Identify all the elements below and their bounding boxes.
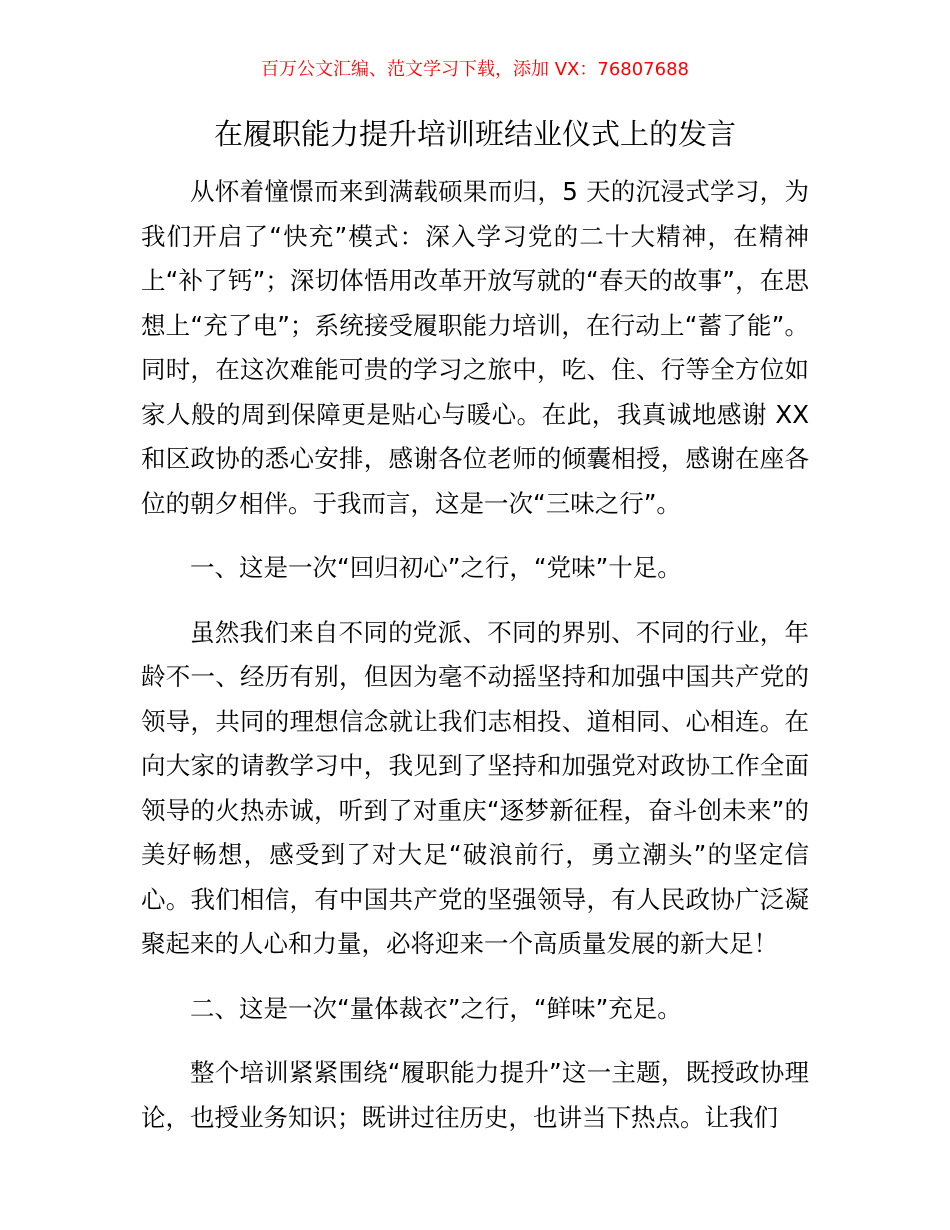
watermark-banner: 百万公文汇编、范文学习下载，添加 VX：76807688: [261, 59, 689, 80]
document-body: [141, 170, 809, 1140]
document-title: 在履职能力提升培训班结业仪式上的发言: [213, 117, 736, 151]
paragraph-section-2: 整个培训紧紧围绕“履职能力提升”这一主题，既授政协理论，也授业务知识；既讲过往历史，也讲当下热点。让我们: [141, 1058, 809, 1132]
paragraph-intro: 从怀着憧憬而来到满载硕果而归，5 天的沉浸式学习，为我们开启了“快充”模式：深入学习党的二十大精神，在精神上“补了钙”；深切体悟用改革开放写就的“春天的故事”，在思想上“充了电”；系统接受履职能力培训，在行动上“蓄了能”。同时，在这次难能可贵的学习之旅中，吃、住、行等全方位如家人般的周到保障更是贴心与暖心。在此，我真诚地感谢 XX 和区政协的悉心安排，感谢各位老师的倾囊相授，感谢在座各位的朝夕相伴。于我而言，这是一次“三味之行”。: [141, 177, 809, 518]
section-heading-1: 一、这是一次“回归初心”之行，“党味”十足。: [190, 553, 682, 582]
paragraph-section-1: 虽然我们来自不同的党派、不同的界别、不同的行业，年龄不一、经历有别，但因为毫不动摇坚持和加强中国共产党的领导，共同的理想信念就让我们志相投、道相同、心相连。在向大家的请教学习中，我见到了坚持和加强党对政协工作全面领导的火热赤诚，听到了对重庆“逐梦新征程，奋斗创未来”的美好畅想，感受到了对大足“破浪前行，勇立潮头”的坚定信心。我们相信，有中国共产党的坚强领导，有人民政协广泛凝聚起来的人心和力量，必将迎来一个高质量发展的新大足！: [141, 617, 809, 958]
section-heading-2: 二、这是一次“量体裁衣”之行，“鲜味”充足。: [190, 993, 682, 1023]
